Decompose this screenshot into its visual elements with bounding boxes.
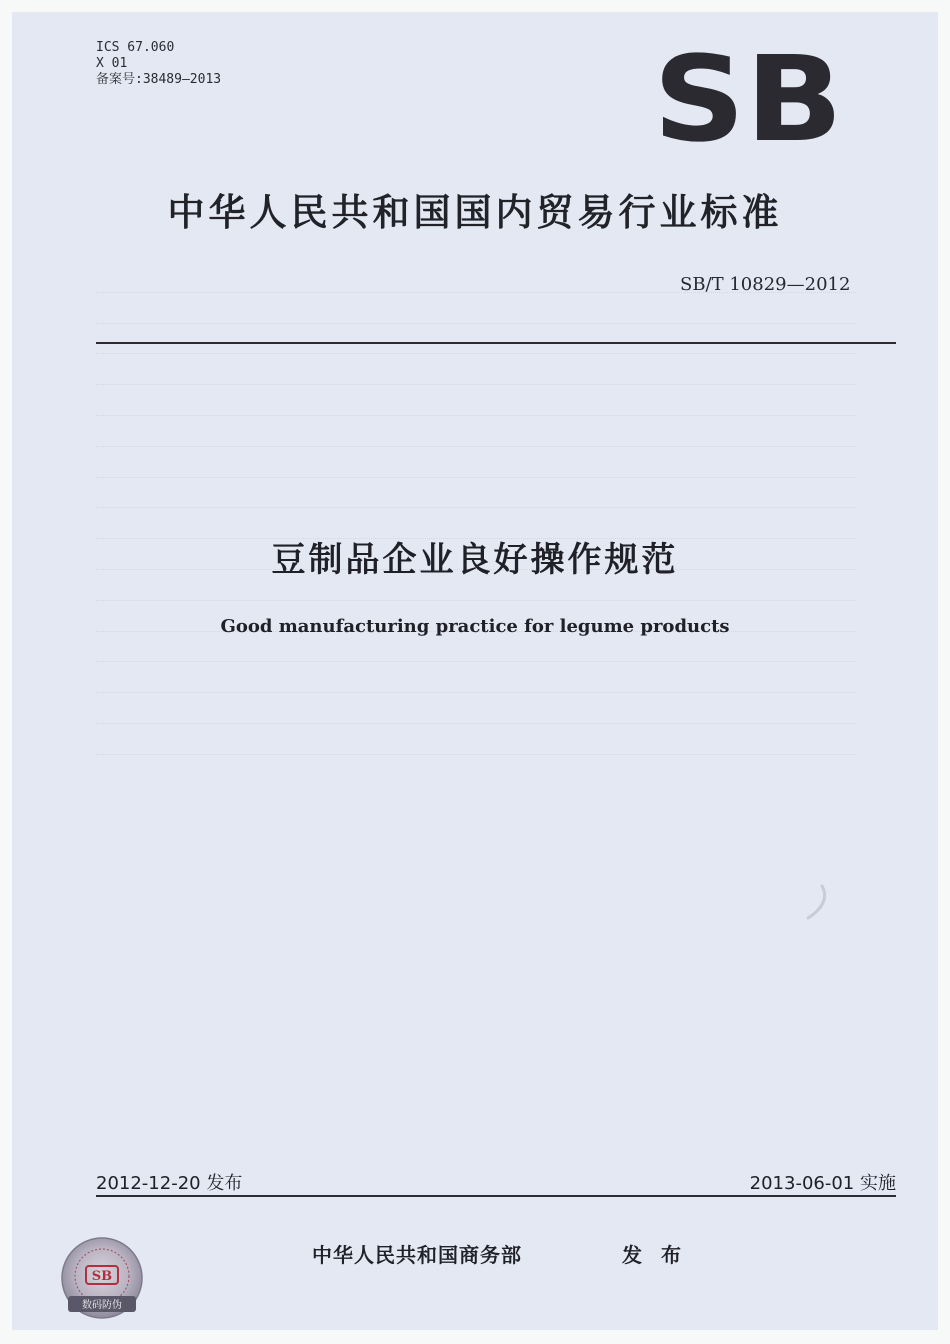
seal-inner-text: SB [91,1269,113,1284]
faint-line [96,293,856,324]
publisher-action: 发 布 [622,1243,687,1267]
faint-line [96,662,856,693]
faint-line [96,324,856,355]
bottom-divider [96,1195,896,1197]
seal-label: 数码防伪 [82,1300,122,1311]
sb-logo-text: SB [653,42,843,146]
document-page [12,12,938,1330]
implementation-date: 2013-06-01 实施 [749,1173,896,1194]
faint-line [96,416,856,447]
document-title-en: Good manufacturing practice for legume products [220,616,730,637]
faint-line [96,693,856,724]
faint-line [96,447,856,478]
publisher-name: 中华人民共和国商务部 [312,1243,522,1267]
classification-block [96,40,221,88]
record-number: 备案号:38489—2013 [96,72,222,87]
show-through-lines [96,262,856,755]
faint-line [96,724,856,755]
document-title-cn: 豆制品企业良好操作规范 [271,540,679,580]
ics-code: ICS 67.060 [96,40,175,55]
anti-counterfeit-seal [60,1236,144,1320]
paper-smudge [802,882,832,922]
faint-line [96,262,856,293]
faint-line [96,478,856,509]
faint-line [96,385,856,416]
category-code: X 01 [96,56,128,71]
issue-date: 2012-12-20 发布 [96,1173,243,1194]
main-title: 中华人民共和国国内贸易行业标准 [167,191,783,234]
faint-line [96,354,856,385]
sb-logo [650,42,846,146]
standard-number: SB/T 10829—2012 [680,274,851,295]
